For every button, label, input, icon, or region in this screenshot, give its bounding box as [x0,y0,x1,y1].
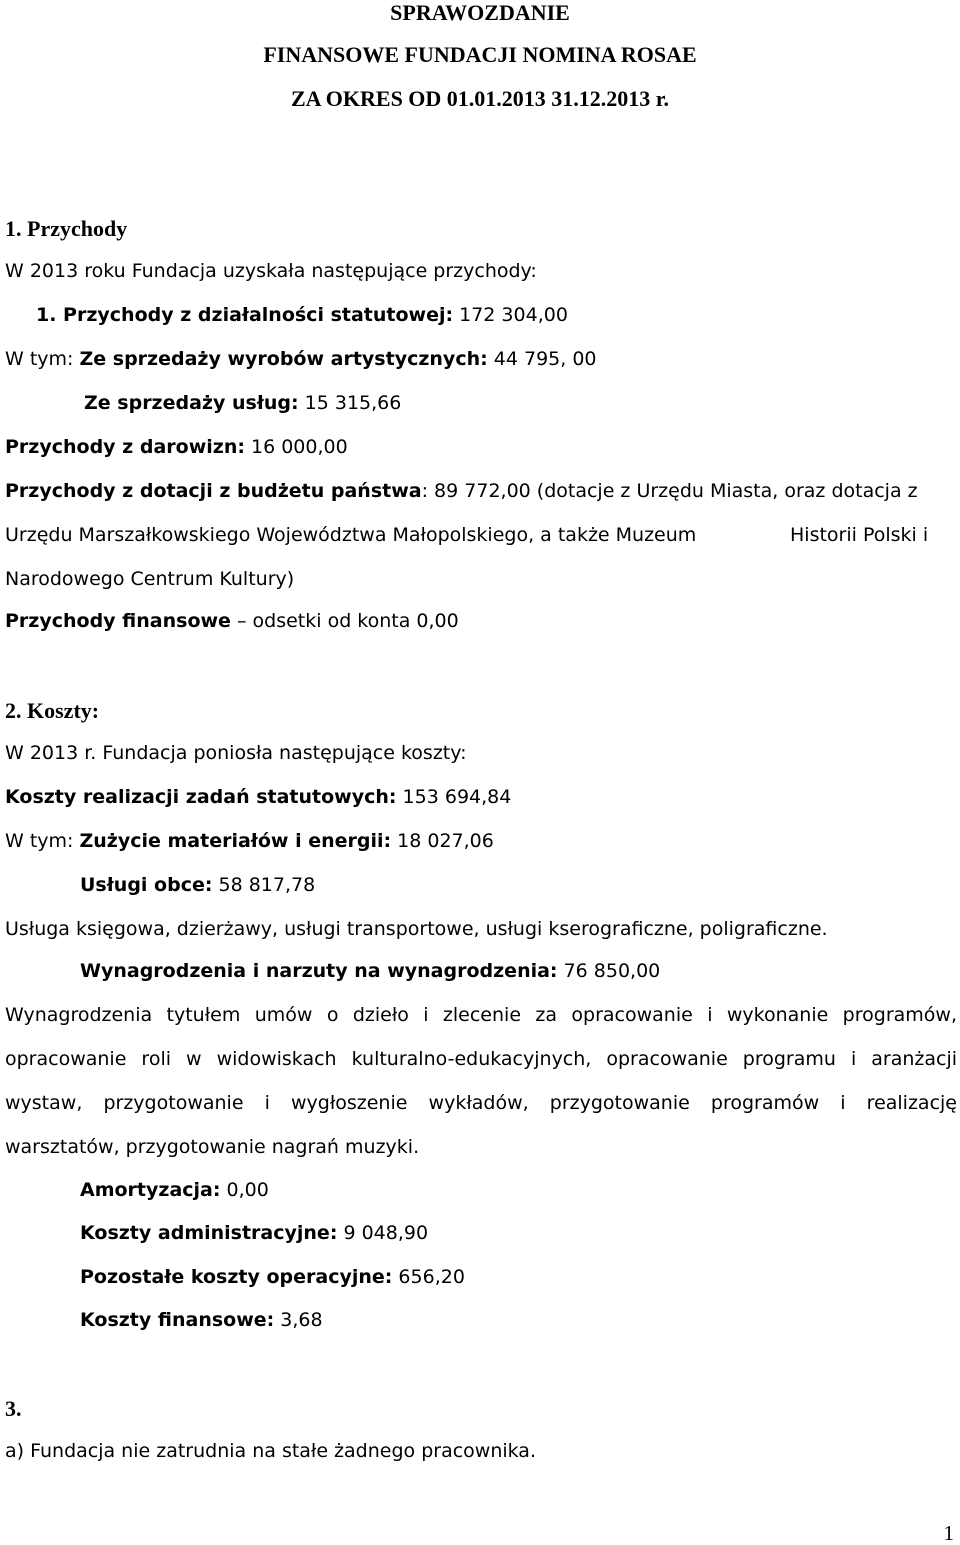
budget-continuation-2: Narodowego Centrum Kultury) [5,568,295,590]
materials-value: 18 027,06 [391,830,494,852]
art-sales-value: 44 795, 00 [487,348,597,370]
depreciation-costs [80,1181,269,1200]
wages-description-2: opracowanie roli w widowiskach kulturalno-edukacyjnych, opracowanie programu i aranżacji [5,1048,957,1070]
wages-label: Wynagrodzenia i narzuty na wynagrodzenia: [80,960,558,982]
statutory-costs-value: 153 694,84 [396,786,512,808]
other-operating-value: 656,20 [392,1266,465,1288]
statutory-revenue-value: 172 304,00 [453,304,568,326]
materials-wtym: W tym: [5,830,80,852]
budget-value: : 89 772,00 (dotacje z Urzędu Miasta, oraz dotacja z [421,480,918,502]
services-revenue [84,394,401,413]
statutory-revenue [36,306,568,325]
wages-description-1: Wynagrodzenia tytułem umów o dzieło i zlecenie za opracowanie i wykonanie programów, [5,1004,957,1026]
report-title-line-3: ZA OKRES OD 01.01.2013 31.12.2013 r. [290,86,670,111]
depreciation-label: Amortyzacja: [80,1179,221,1201]
other-operating-label: Pozostałe koszty operacyjne: [80,1266,393,1288]
wages-costs [80,962,660,981]
art-sales-wtym: W tym: [5,348,80,370]
page-number: 1 [943,1521,954,1545]
materials-costs [5,832,494,851]
materials-label: Zużycie materiałów i energii: [79,830,392,852]
financial-costs-label: Koszty finansowe: [80,1309,275,1331]
section-3-heading: 3. [5,1396,22,1421]
financial-revenue-value: – odsetki od konta 0,00 [230,610,459,632]
donations-revenue [5,438,348,457]
statutory-revenue-label: 1. Przychody z działalności statutowej: [36,304,454,326]
art-sales-revenue [5,350,597,369]
external-services-value: 58 817,78 [212,874,316,896]
report-title-line-2: FINANSOWE FUNDACJI NOMINA ROSAE [263,42,697,67]
services-label: Ze sprzedaży usług: [84,392,299,414]
budget-continuation-1: Urzędu Marszałkowskiego Województwa Małopolskiego, a także Muzeum [5,524,697,546]
section-1-intro: W 2013 roku Fundacja uzyskała następujące przychody: [5,260,537,282]
financial-costs [80,1311,323,1330]
budget-label: Przychody z dotacji z budżetu państwa [5,480,422,502]
section-2-heading: 2. Koszty: [5,698,100,723]
external-services-costs [80,876,315,895]
section-3-item-a: a) Fundacja nie zatrudnia na stałe żadnego pracownika. [5,1440,536,1462]
budget-continuation-1b: Historii Polski i [790,524,929,546]
art-sales-label: Ze sprzedaży wyrobów artystycznych: [79,348,488,370]
financial-revenue-label: Przychody finansowe [5,610,231,632]
budget-revenue [5,482,918,501]
wages-description-3: wystaw, przygotowanie i wygłoszenie wykładów, przygotowanie programów i realizację [5,1092,957,1114]
admin-value: 9 048,90 [337,1222,429,1244]
financial-revenue [5,612,459,631]
statutory-costs-label: Koszty realizacji zadań statutowych: [5,786,397,808]
report-title-line-1: SPRAWOZDANIE [390,0,570,25]
statutory-costs [5,788,511,807]
donations-label: Przychody z darowizn: [5,436,245,458]
depreciation-value: 0,00 [220,1179,269,1201]
external-services-description: Usługa księgowa, dzierżawy, usługi transportowe, usługi kserograficzne, poligraficzne. [5,918,828,940]
admin-costs [80,1224,428,1243]
services-value: 15 315,66 [298,392,402,414]
admin-label: Koszty administracyjne: [80,1222,338,1244]
financial-costs-value: 3,68 [274,1309,323,1331]
section-2-intro: W 2013 r. Fundacja poniosła następujące koszty: [5,742,467,764]
section-1-heading: 1. Przychody [5,216,128,241]
other-operating-costs [80,1268,465,1287]
wages-description-4: warsztatów, przygotowanie nagrań muzyki. [5,1136,420,1158]
external-services-label: Usługi obce: [80,874,213,896]
donations-value: 16 000,00 [244,436,348,458]
wages-value: 76 850,00 [557,960,661,982]
